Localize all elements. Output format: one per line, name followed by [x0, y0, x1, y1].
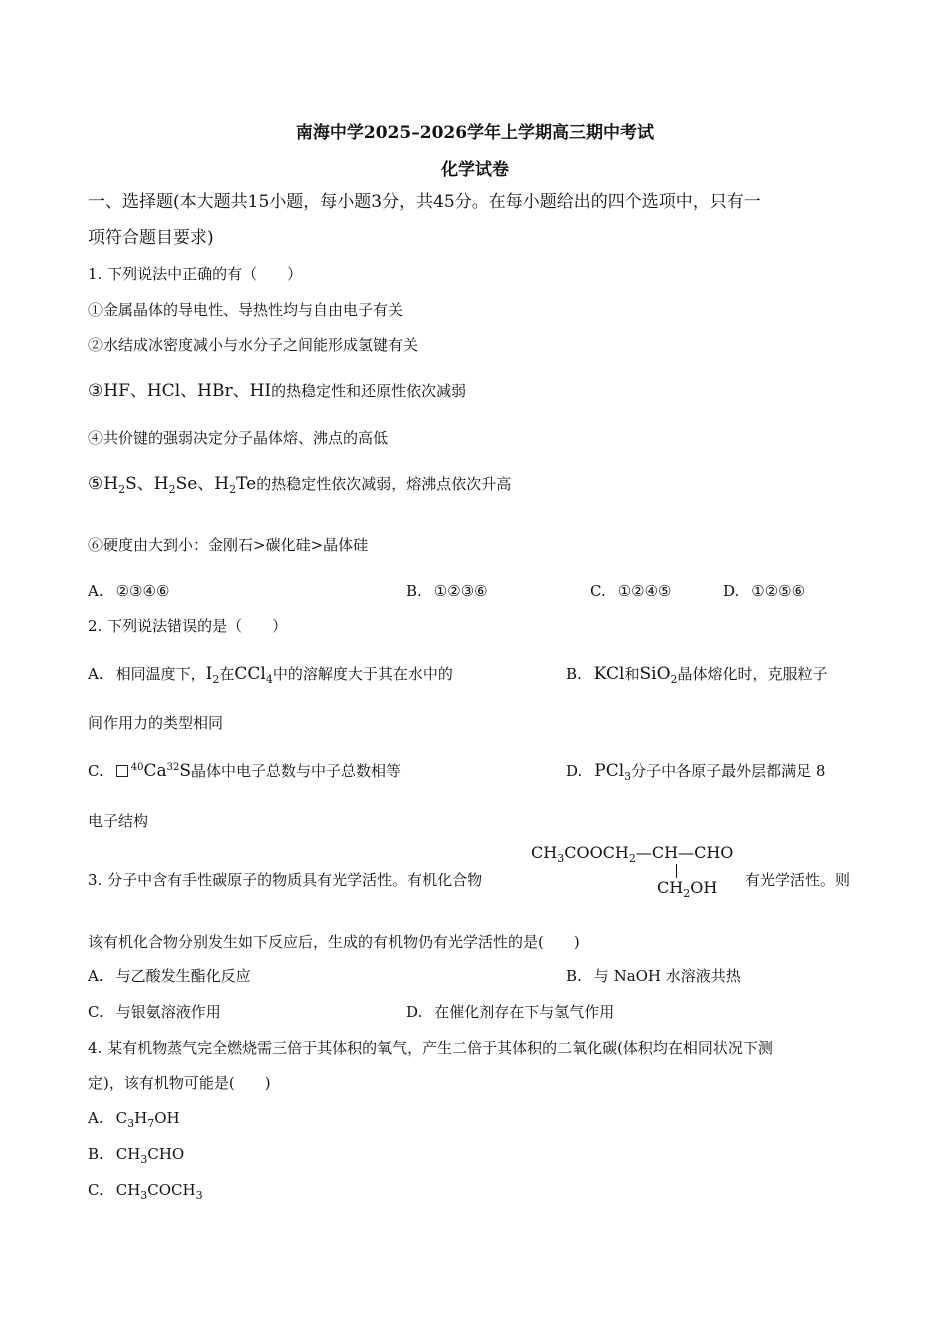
q1-s5-text: 的热稳定性依次减弱，熔沸点依次升高: [256, 475, 512, 493]
q3-stem-line2: 该有机化合物分别发生如下反应后，生成的有机物仍有光学活性的是( ): [88, 933, 580, 951]
exam-title: 南海中学2025–2026学年上学期高三期中考试: [295, 123, 655, 143]
q1-option-d[interactable]: D. ①②⑤⑥: [723, 582, 806, 600]
q3-option-a[interactable]: A. 与乙酸发生酯化反应: [88, 967, 251, 985]
q1-statement-4: ④共价键的强弱决定分子晶体熔、沸点的高低: [88, 429, 389, 447]
q1-s5-se: Se、H: [175, 474, 230, 494]
q1-s3-formulas: ③HF、HCl、HBr、HI: [88, 381, 272, 401]
q3-option-c[interactable]: C. 与银氨溶液作用: [88, 1003, 221, 1021]
q1-statement-2: ②水结成冰密度减小与水分子之间能形成氢键有关: [88, 336, 419, 354]
q1-statement-3: [88, 380, 466, 402]
q1-option-c[interactable]: C. ①②④⑤: [590, 582, 672, 600]
q3-structure-bond: [676, 864, 677, 878]
q1-s5-sub2: 2: [168, 483, 176, 496]
q1-s3-text: 的热稳定性和还原性依次减弱: [271, 382, 467, 400]
q1-statement-6: ⑥硬度由大到小：金刚石>碳化硅>晶体硅: [88, 536, 369, 554]
q3-option-b[interactable]: B. 与 NaOH 水溶液共热: [566, 967, 741, 985]
q4-option-c[interactable]: C. $CH_3COCH_3$: [88, 1181, 203, 1202]
q2-option-d-continued: 电子结构: [88, 812, 149, 830]
q3-structure-bottom: $CH_2OH$: [657, 878, 718, 900]
q4-stem-line2: 定)，该有机物可能是( ): [88, 1074, 271, 1092]
q4-option-b[interactable]: B. $CH_3CHO$: [88, 1145, 185, 1166]
section-heading-line1: 一、选择题(本大题共15小题，每小题3分，共45分。在每小题给出的四个选项中，只有一: [88, 192, 761, 212]
exam-subtitle: 化学试卷: [441, 160, 509, 180]
q1-option-a[interactable]: A. ②③④⑥: [88, 582, 170, 600]
q2-option-c[interactable]: C. $^{40}$Ca$^{32}$S晶体中电子总数与中子总数相等: [88, 761, 402, 781]
q2-option-b-continued: 间作用力的类型相同: [88, 714, 224, 732]
q2-stem: 2. 下列说法错误的是（ ）: [88, 617, 288, 635]
q4-option-a[interactable]: A. $C_3H_7OH$: [88, 1109, 180, 1130]
section-heading-line2: 项符合题目要求): [88, 228, 214, 248]
q2-option-a[interactable]: A. 相同温度下，$I_2$在CCl$_4$中的溶解度大于其在水中的: [88, 664, 453, 686]
q4-stem-line1: 4. 某有机物蒸气完全燃烧需三倍于其体积的氧气，产生二倍于其体积的二氧化碳(体积均在相同状况下测: [88, 1039, 773, 1057]
q3-stem-start: 3. 分子中含有手性碳原子的物质具有光学活性。有机化合物: [88, 871, 483, 889]
q1-s5-h: ⑤H: [88, 474, 119, 494]
q3-structure-top: $CH_3COOCH_2—CH—CHO$: [531, 843, 734, 865]
q1-s5-s: S、H: [125, 474, 169, 494]
q1-stem: 1. 下列说法中正确的有（ ）: [88, 265, 303, 283]
q1-option-b[interactable]: B. ①②③⑥: [406, 582, 488, 600]
q2-option-b[interactable]: B. KCl和SiO$_2$晶体熔化时，克服粒子: [566, 664, 828, 686]
q1-s5-sub3: 2: [229, 483, 237, 496]
q1-s5-te: Te: [236, 474, 257, 494]
q1-statement-1: ①金属晶体的导电性、导热性均与自由电子有关: [88, 301, 404, 319]
q1-s5-sub1: 2: [118, 483, 126, 496]
q2-option-d[interactable]: D. PCl$_3$分子中各原子最外层都满足 8: [566, 761, 826, 783]
q3-option-d[interactable]: D. 在催化剂存在下与氢气作用: [406, 1003, 615, 1021]
placeholder-box-icon: [116, 765, 128, 777]
q1-statement-5: [88, 473, 511, 495]
q3-stem-end: 有光学活性。则: [745, 871, 851, 889]
